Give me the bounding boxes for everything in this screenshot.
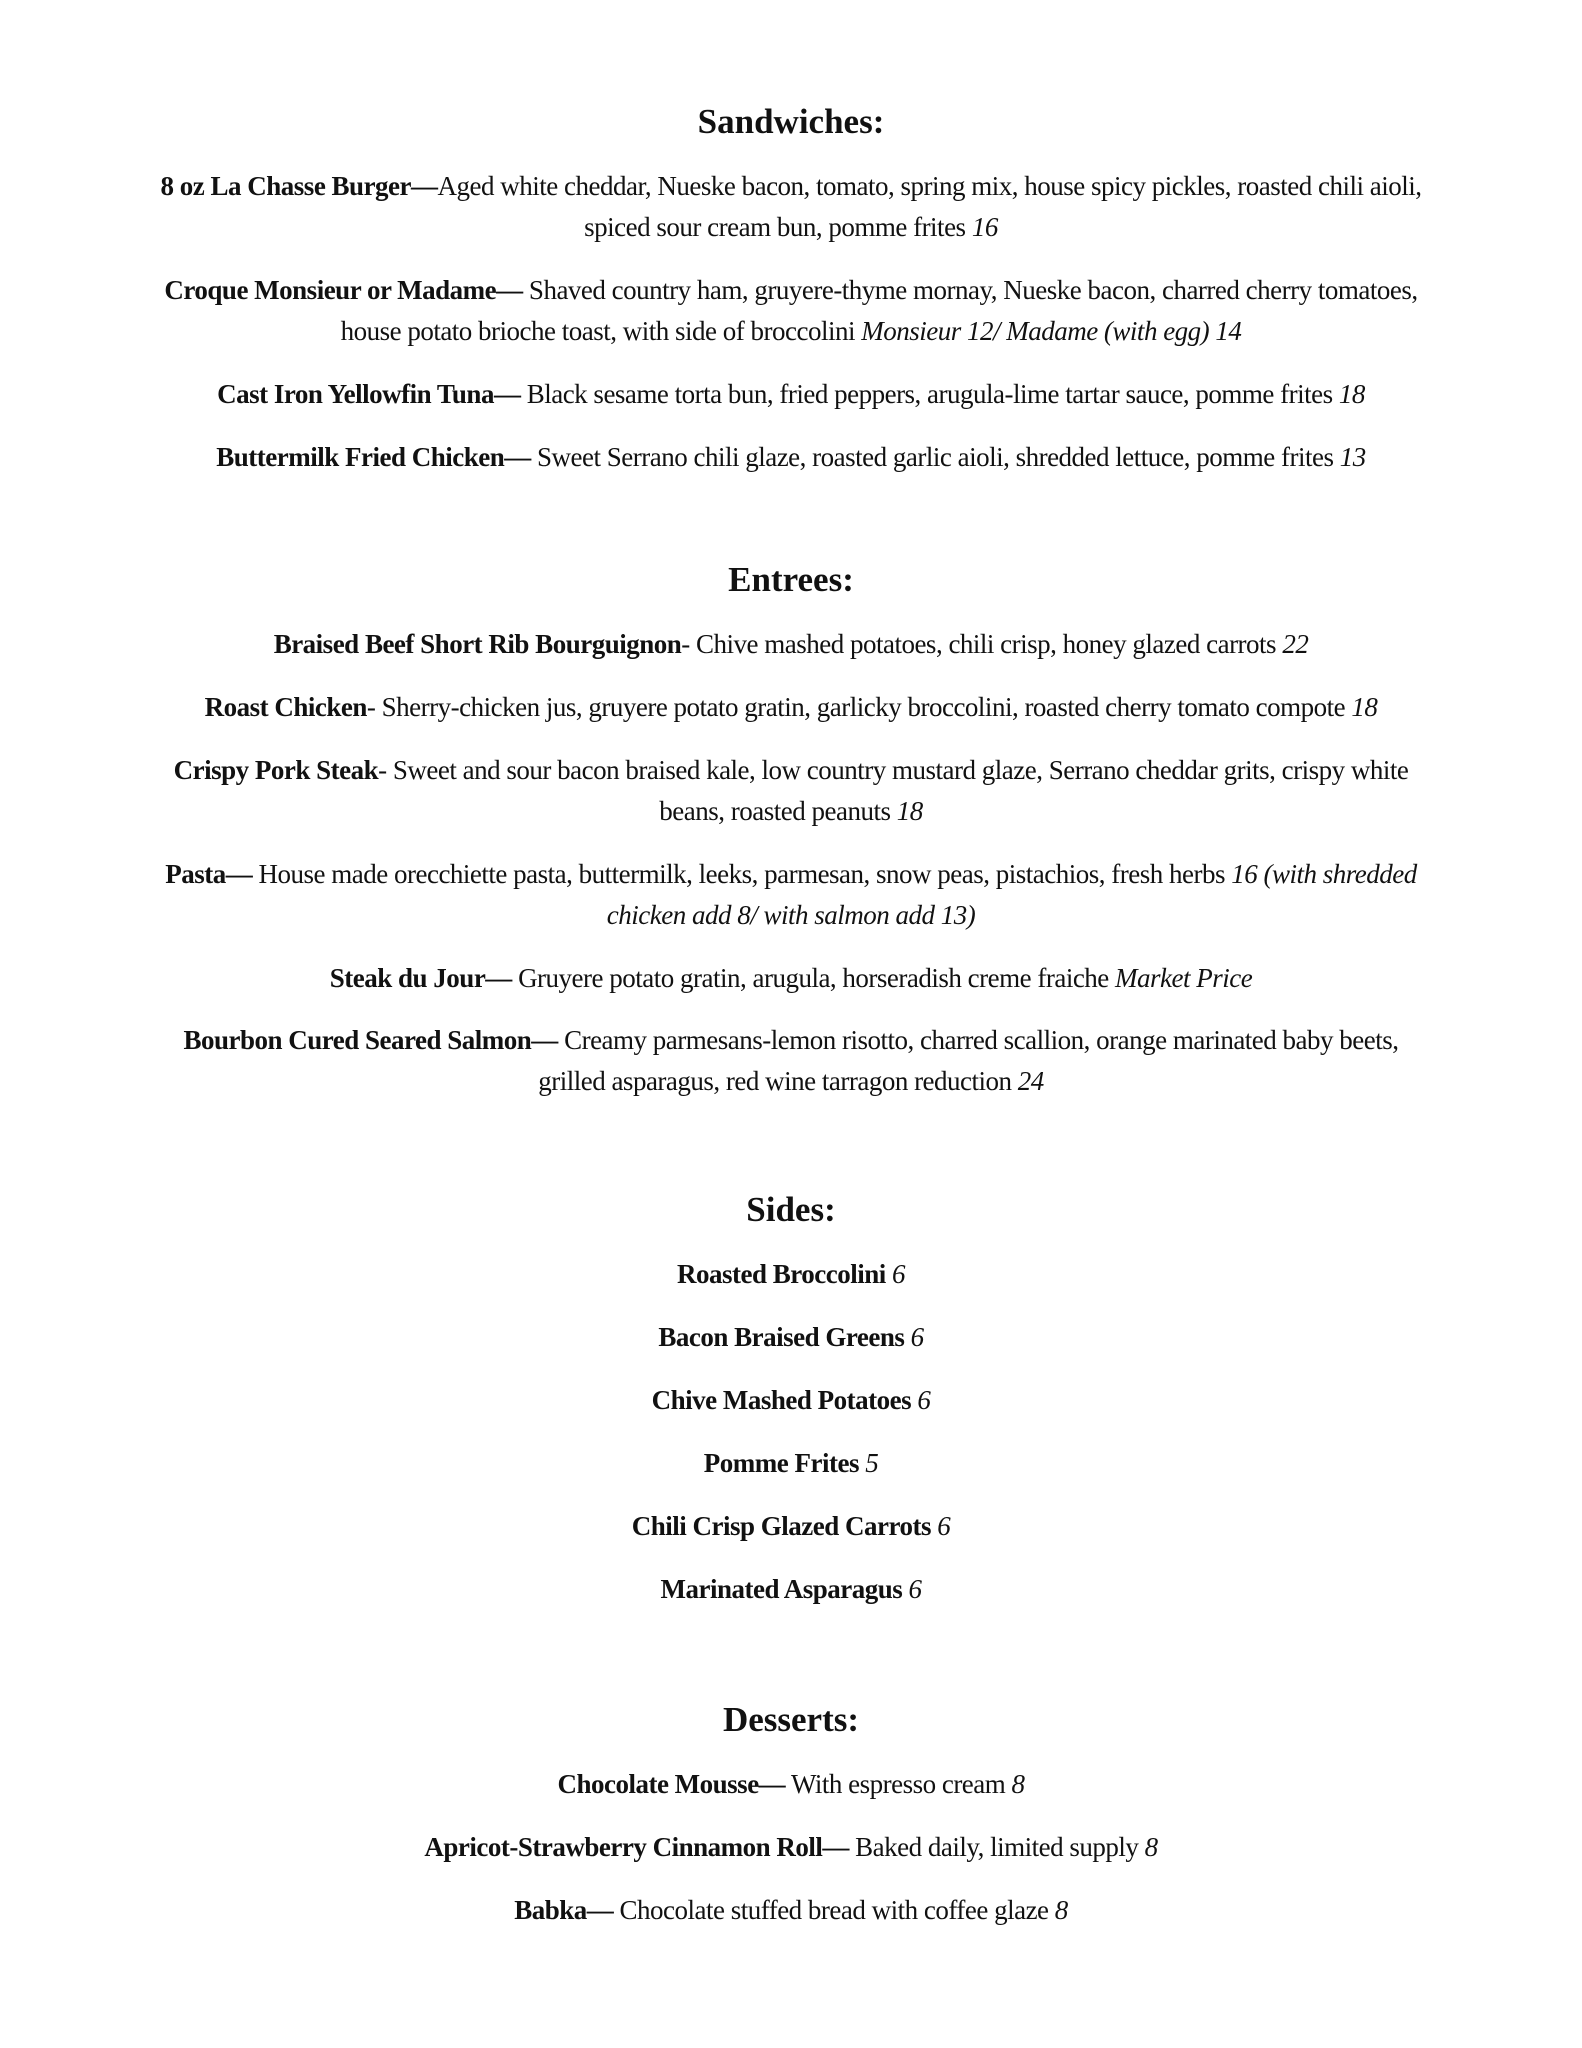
menu-item xyxy=(80,270,1502,352)
item-name: Babka— xyxy=(514,1895,614,1925)
menu-item xyxy=(80,1443,1502,1484)
item-name: Cast Iron Yellowfin Tuna— xyxy=(217,379,521,409)
item-name: Pasta— xyxy=(165,859,253,889)
item-name: Crispy Pork Steak xyxy=(173,755,379,785)
entrees-heading: Entrees: xyxy=(728,560,854,599)
item-name: Bourbon Cured Seared Salmon— xyxy=(183,1025,558,1055)
item-name: Chive Mashed Potatoes xyxy=(651,1385,918,1415)
item-price: Monsieur 12/ Madame (with egg) 14 xyxy=(861,316,1242,346)
item-description: Aged white cheddar, Nueske bacon, tomato, spring mix, house spicy pickles, roasted chili aioli, xyxy=(437,171,1422,201)
menu-item xyxy=(80,854,1502,936)
menu-item xyxy=(80,1827,1502,1868)
item-price: 5 xyxy=(865,1448,879,1478)
menu-item xyxy=(80,437,1502,478)
desserts-heading: Desserts: xyxy=(722,1700,860,1739)
item-price: 24 xyxy=(1017,1066,1044,1096)
item-price: 8 xyxy=(1054,1895,1068,1925)
item-name: Steak du Jour— xyxy=(329,963,512,993)
item-price: 16 (with shredded xyxy=(1231,859,1417,889)
menu-item xyxy=(80,1020,1502,1102)
sides-heading: Sides: xyxy=(746,1190,836,1229)
item-description: - Sherry-chicken jus, gruyere potato gratin, garlicky broccolini, roasted cherry tomato compote xyxy=(366,692,1352,722)
item-name: Apricot-Strawberry Cinnamon Roll— xyxy=(424,1832,849,1862)
item-name: Marinated Asparagus xyxy=(660,1574,909,1604)
item-description-cont: spiced sour cream bun, pomme frites xyxy=(584,212,972,242)
item-price: 6 xyxy=(892,1259,905,1289)
item-price: 6 xyxy=(937,1511,951,1541)
desserts-section xyxy=(80,1698,1502,1931)
item-price-cont: chicken add 8/ with salmon add 13) xyxy=(606,900,976,930)
menu-item xyxy=(80,1764,1502,1805)
item-price: 13 xyxy=(1339,442,1366,472)
item-description-cont: house potato brioche toast, with side of broccolini xyxy=(340,316,862,346)
item-price: 18 xyxy=(1338,379,1365,409)
item-name: Chili Crisp Glazed Carrots xyxy=(631,1511,938,1541)
item-price: 18 xyxy=(896,796,923,826)
item-description: Sweet Serrano chili glaze, roasted garlic aioli, shredded lettuce, pomme frites xyxy=(530,442,1340,472)
item-price: 6 xyxy=(908,1574,922,1604)
item-description: Chocolate stuffed bread with coffee glaze xyxy=(613,1895,1055,1925)
item-description: Black sesame torta bun, fried peppers, arugula-lime tartar sauce, pomme frites xyxy=(520,379,1339,409)
sandwiches-section xyxy=(80,100,1502,478)
item-price: 22 xyxy=(1282,629,1309,659)
item-description-cont: grilled asparagus, red wine tarragon reduction xyxy=(538,1066,1018,1096)
item-price: 18 xyxy=(1351,692,1378,722)
menu-item xyxy=(80,624,1502,665)
menu-item xyxy=(80,687,1502,728)
sandwiches-heading: Sandwiches: xyxy=(697,102,885,141)
item-price: 8 xyxy=(1011,1769,1025,1799)
item-name: Croque Monsieur or Madame— xyxy=(164,275,523,305)
entrees-section xyxy=(80,558,1502,1102)
item-price: 16 xyxy=(971,212,998,242)
item-name: 8 oz La Chasse Burger— xyxy=(160,171,438,201)
item-description: With espresso cream xyxy=(785,1769,1012,1799)
item-name: Buttermilk Fried Chicken— xyxy=(216,442,531,472)
menu-item xyxy=(80,750,1502,832)
item-name: Bacon Braised Greens xyxy=(658,1322,911,1352)
item-price: 6 xyxy=(917,1385,931,1415)
item-description: Gruyere potato gratin, arugula, horseradish creme fraiche xyxy=(511,963,1116,993)
item-name: Roast Chicken xyxy=(204,692,367,722)
item-description: - Chive mashed potatoes, chili crisp, honey glazed carrots xyxy=(681,629,1283,659)
sides-section xyxy=(80,1188,1502,1610)
menu-item xyxy=(80,1506,1502,1547)
item-price: 6 xyxy=(910,1322,924,1352)
item-price: Market Price xyxy=(1115,963,1253,993)
menu-item xyxy=(80,1569,1502,1610)
item-description: Baked daily, limited supply xyxy=(848,1832,1145,1862)
item-name: Braised Beef Short Rib Bourguignon xyxy=(273,629,682,659)
item-description-cont: beans, roasted peanuts xyxy=(659,796,897,826)
item-description: Shaved country ham, gruyere-thyme mornay, Nueske bacon, charred cherry tomatoes, xyxy=(522,275,1418,305)
menu-item xyxy=(80,374,1502,415)
item-description: House made orecchiette pasta, buttermilk, leeks, parmesan, snow peas, pistachios, fresh herbs xyxy=(252,859,1232,889)
menu-item xyxy=(80,166,1502,248)
menu-item xyxy=(80,958,1502,999)
item-price: 8 xyxy=(1144,1832,1158,1862)
menu-item xyxy=(80,1890,1502,1931)
item-name: Chocolate Mousse— xyxy=(557,1769,786,1799)
item-description: - Sweet and sour bacon braised kale, low country mustard glaze, Serrano cheddar grits, crispy white xyxy=(378,755,1409,785)
menu-item xyxy=(80,1254,1502,1295)
menu-item xyxy=(80,1380,1502,1421)
item-description: Creamy parmesans-lemon risotto, charred scallion, orange marinated baby beets, xyxy=(557,1025,1399,1055)
item-name: Pomme Frites xyxy=(703,1448,866,1478)
item-name: Roasted Broccolini xyxy=(677,1259,892,1289)
menu-item xyxy=(80,1317,1502,1358)
